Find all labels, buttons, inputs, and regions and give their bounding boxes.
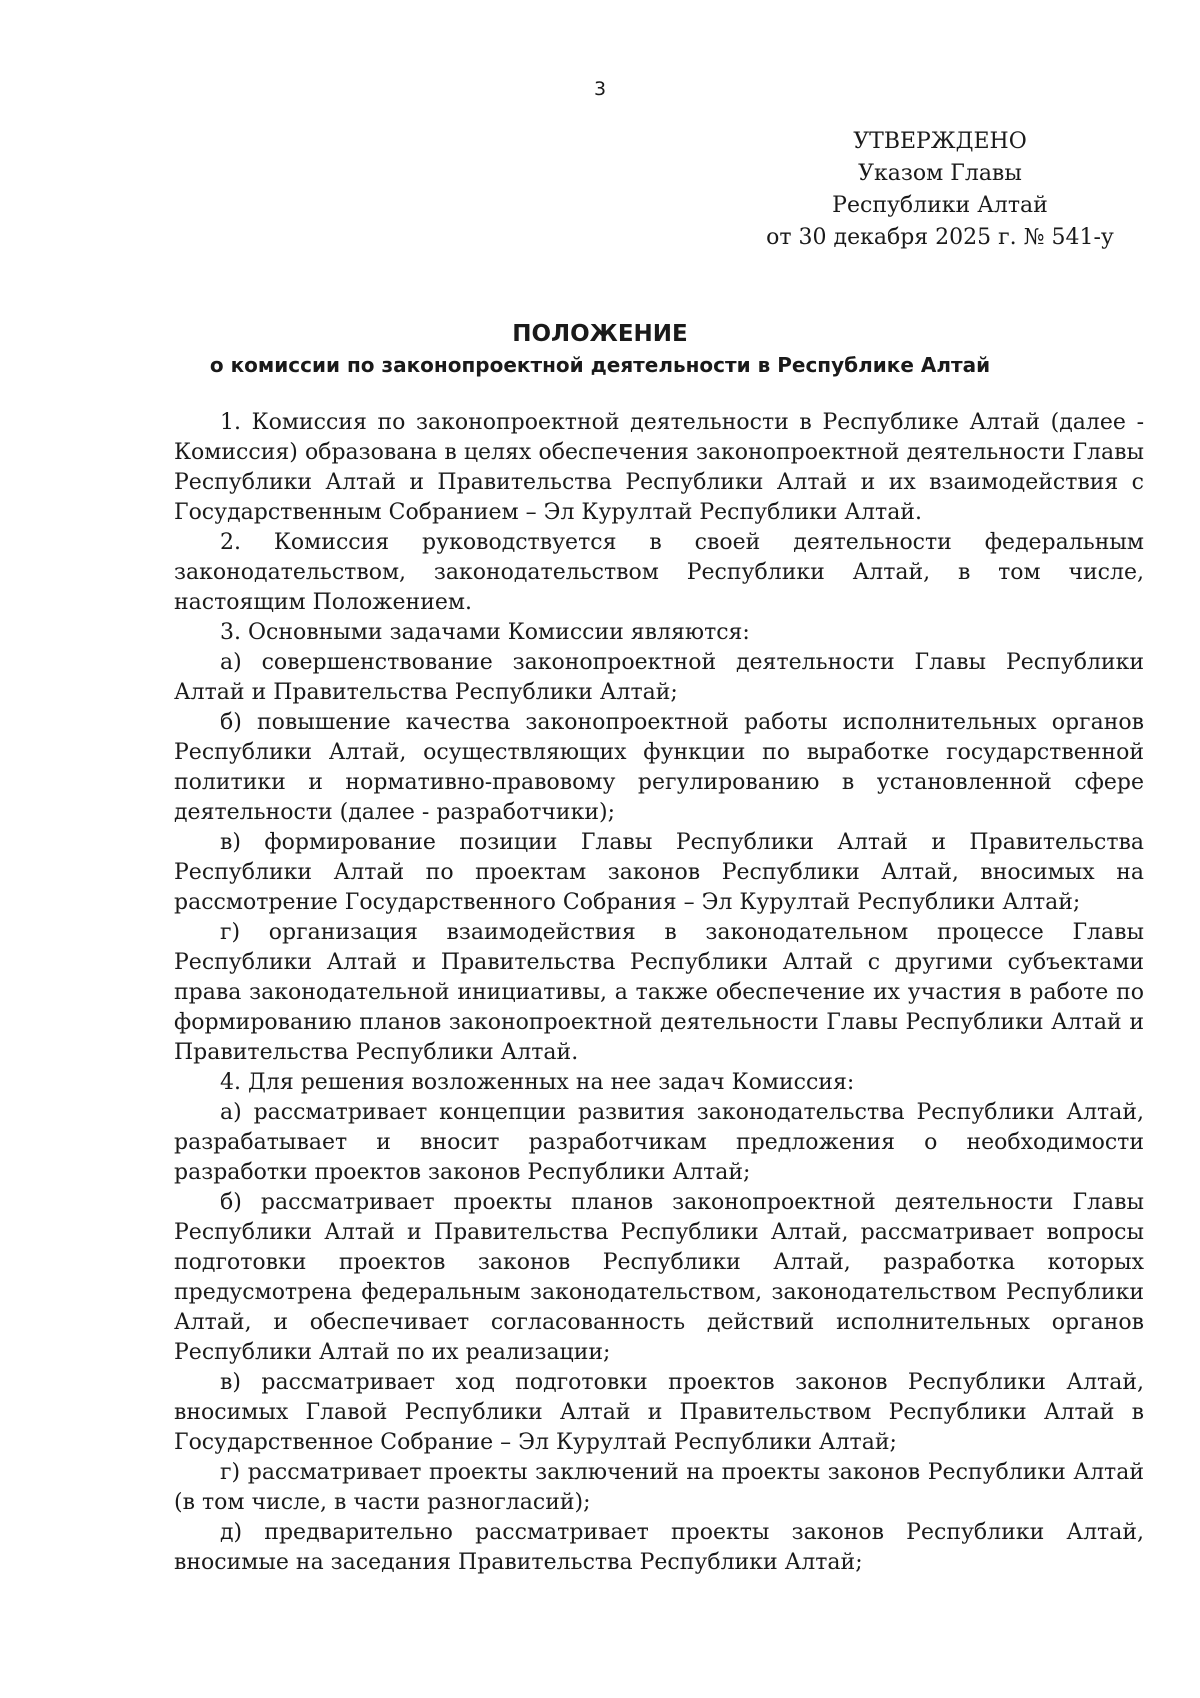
- paragraph-2: 2. Комиссия руководствуется в своей деятельности федеральным законодательством, законодательством Республики Алтай, в том числе, настоящим Положением.: [174, 530, 1144, 615]
- paragraph-1: 1. Комиссия по законопроектной деятельности в Республике Алтай (далее - Комиссия) образована в целях обеспечения законопроектной деятельности Главы Республики Алтай и Правительства Республики Алтай и их взаимодействия с Государственным Собранием – Эл Курултай Республики Алтай.: [174, 410, 1144, 525]
- approval-republic-line: Республики Алтай: [832, 193, 1048, 218]
- paragraph-4a: а) рассматривает концепции развития законодательства Республики Алтай, разрабатывает и вносит разработчикам предложения о необходимости разработки проектов законов Республики Алтай;: [174, 1100, 1144, 1185]
- approval-heading: УТВЕРЖДЕНО: [853, 129, 1027, 154]
- paragraph-4g: г) рассматривает проекты заключений на проекты законов Республики Алтай (в том числе, в части разногласий);: [174, 1460, 1144, 1515]
- paragraph-4v: в) рассматривает ход подготовки проектов законов Республики Алтай, вносимых Главой Республики Алтай и Правительством Республики Алтай в Государственное Собрание – Эл Курултай Республики Алтай;: [174, 1370, 1144, 1455]
- approval-stamp-block: [760, 126, 1120, 254]
- document-title-block: [170, 318, 1030, 380]
- approval-date-number: от 30 декабря 2025 г. № 541-у: [766, 225, 1114, 250]
- paragraph-3a: а) совершенствование законопроектной деятельности Главы Республики Алтай и Правительства Республики Алтай;: [174, 650, 1144, 705]
- paragraph-4b: б) рассматривает проекты планов законопроектной деятельности Главы Республики Алтай и Правительства Республики Алтай, рассматривает вопросы подготовки проектов законов Республики Алтай, разработка которых предусмотрена федеральным законодательством, законодательством Республики Алтай, и обеспечивает согласованность действий исполнительных органов Республики Алтай по их реализации;: [174, 1190, 1144, 1365]
- page-number: 3: [593, 78, 607, 100]
- approval-decree-line: Указом Главы: [858, 161, 1022, 186]
- paragraph-3g: г) организация взаимодействия в законодательном процессе Главы Республики Алтай и Правительства Республики Алтай с другими субъектами права законодательной инициативы, а также обеспечение их участия в работе по формированию планов законопроектной деятельности Главы Республики Алтай и Правительства Республики Алтай.: [174, 920, 1144, 1065]
- paragraph-3: 3. Основными задачами Комиссии являются:: [220, 620, 750, 645]
- paragraph-3b: б) повышение качества законопроектной работы исполнительных органов Республики Алтай, осуществляющих функции по выработке государственной политики и нормативно-правовому регулированию в установленной сфере деятельности (далее - разработчики);: [174, 710, 1144, 825]
- document-title: ПОЛОЖЕНИЕ: [512, 321, 688, 347]
- paragraph-4d: д) предварительно рассматривает проекты законов Республики Алтай, вносимые на заседания Правительства Республики Алтай;: [174, 1520, 1144, 1575]
- document-body: [174, 408, 1144, 1578]
- paragraph-3v: в) формирование позиции Главы Республики Алтай и Правительства Республики Алтай по проектам законов Республики Алтай, вносимых на рассмотрение Государственного Собрания – Эл Курултай Республики Алтай;: [174, 830, 1144, 915]
- paragraph-4: 4. Для решения возложенных на нее задач Комиссия:: [220, 1070, 855, 1095]
- document-subtitle: о комиссии по законопроектной деятельности в Республике Алтай: [209, 353, 991, 377]
